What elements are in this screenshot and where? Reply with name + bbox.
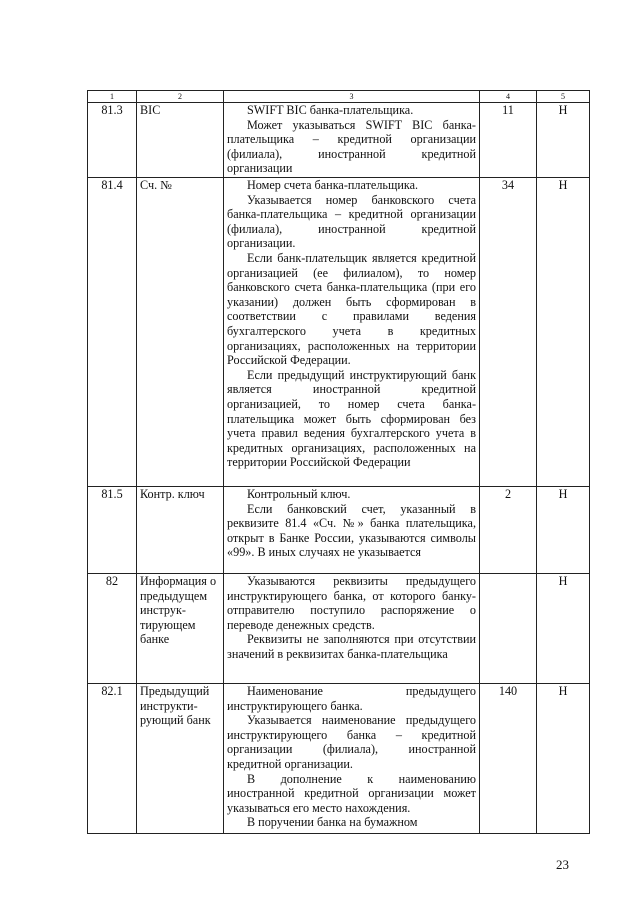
description-paragraph: SWIFT BIC банка-плательщика.	[247, 103, 414, 117]
table-row	[88, 487, 590, 574]
column-header: 2	[137, 91, 224, 103]
description-paragraph: Указываются реквизиты предыдущего инструктирующего банка, от которого банку-отправителю поступило распоряжение о переводе денежных средств.	[227, 574, 476, 632]
column-number-row	[88, 91, 590, 103]
description-paragraph: Может указываться SWIFT BIC банка-плательщика – кредитной организации (филиала), иностранной кредитной организации	[227, 117, 476, 176]
requisite-mandatory-flag: Н	[537, 103, 590, 178]
description-paragraph: Контрольный ключ.	[247, 487, 351, 501]
requisite-description	[224, 487, 480, 574]
requisite-name: BIC	[137, 103, 224, 178]
table-row	[88, 574, 590, 684]
table-row	[88, 178, 590, 487]
description-paragraph: Указывается наименование предыдущего инструктирующего банка – кредитной организации (филиала), иностранной кредитной организации.	[227, 713, 476, 771]
requisite-name: Сч. №	[137, 178, 224, 487]
requisite-description	[224, 178, 480, 487]
table-row	[88, 103, 590, 178]
requisite-max-length: 11	[480, 103, 537, 178]
requisites-table	[87, 90, 590, 834]
requisite-name: Контр. ключ	[137, 487, 224, 574]
requisite-number: 81.5	[88, 487, 137, 574]
description-paragraph: Наименование предыдущего инструктирующего банка.	[227, 684, 476, 713]
requisite-name: Предыдущий инструкти-рующий банк	[137, 684, 224, 834]
description-paragraph: Реквизиты не заполняются при отсутствии значений в реквизитах банка-плательщика	[227, 632, 476, 661]
requisite-mandatory-flag: Н	[537, 178, 590, 487]
requisite-mandatory-flag: Н	[537, 684, 590, 834]
requisite-max-length: 34	[480, 178, 537, 487]
requisite-number: 81.4	[88, 178, 137, 487]
description-paragraph: Указывается номер банковского счета банка-плательщика – кредитной организации (филиала), иностранной кредитной организации.	[227, 192, 476, 251]
requisite-description	[224, 684, 480, 834]
requisite-number: 82.1	[88, 684, 137, 834]
requisite-name: Информация о предыдущем инструк-тирующем банке	[137, 574, 224, 684]
column-header: 1	[88, 91, 137, 103]
table-row	[88, 684, 590, 834]
requisite-description	[224, 103, 480, 178]
column-header: 3	[224, 91, 480, 103]
column-header: 5	[537, 91, 590, 103]
requisite-mandatory-flag: Н	[537, 574, 590, 684]
column-header: 4	[480, 91, 537, 103]
requisite-description	[224, 574, 480, 684]
page-number: 23	[556, 857, 569, 872]
description-paragraph: Если предыдущий инструктирующий банк является иностранной кредитной организацией, то номер счета банка-плательщика может быть сформирован без учета правил ведения бухгалтерского учета в кредитных организациях, расположенных на территории Российской Федерации	[227, 367, 476, 470]
requisite-number: 81.3	[88, 103, 137, 178]
requisite-max-length: 2	[480, 487, 537, 574]
description-paragraph: В дополнение к наименованию иностранной кредитной организации может указываться его место нахождения.	[227, 771, 476, 815]
requisite-max-length	[480, 574, 537, 684]
description-paragraph: Если банковский счет, указанный в реквизите 81.4 «Сч. №» банка плательщика, открыт в Банке России, указываются символы «99». В иных случаях не указывается	[227, 501, 476, 560]
description-paragraph: Номер счета банка-плательщика.	[247, 178, 419, 192]
description-paragraph: В поручении банка на бумажном	[247, 815, 418, 830]
requisite-number: 82	[88, 574, 137, 684]
description-paragraph: Если банк-плательщик является кредитной организацией (ее филиалом), то номер банковского счета банка-плательщика (при его указании) должен быть сформирован в соответствии с правилами ведения бухгалтерского учета в кредитных организациях, расположенных на территории Российской Федерации.	[227, 250, 476, 368]
requisite-mandatory-flag: Н	[537, 487, 590, 574]
requisite-max-length: 140	[480, 684, 537, 834]
